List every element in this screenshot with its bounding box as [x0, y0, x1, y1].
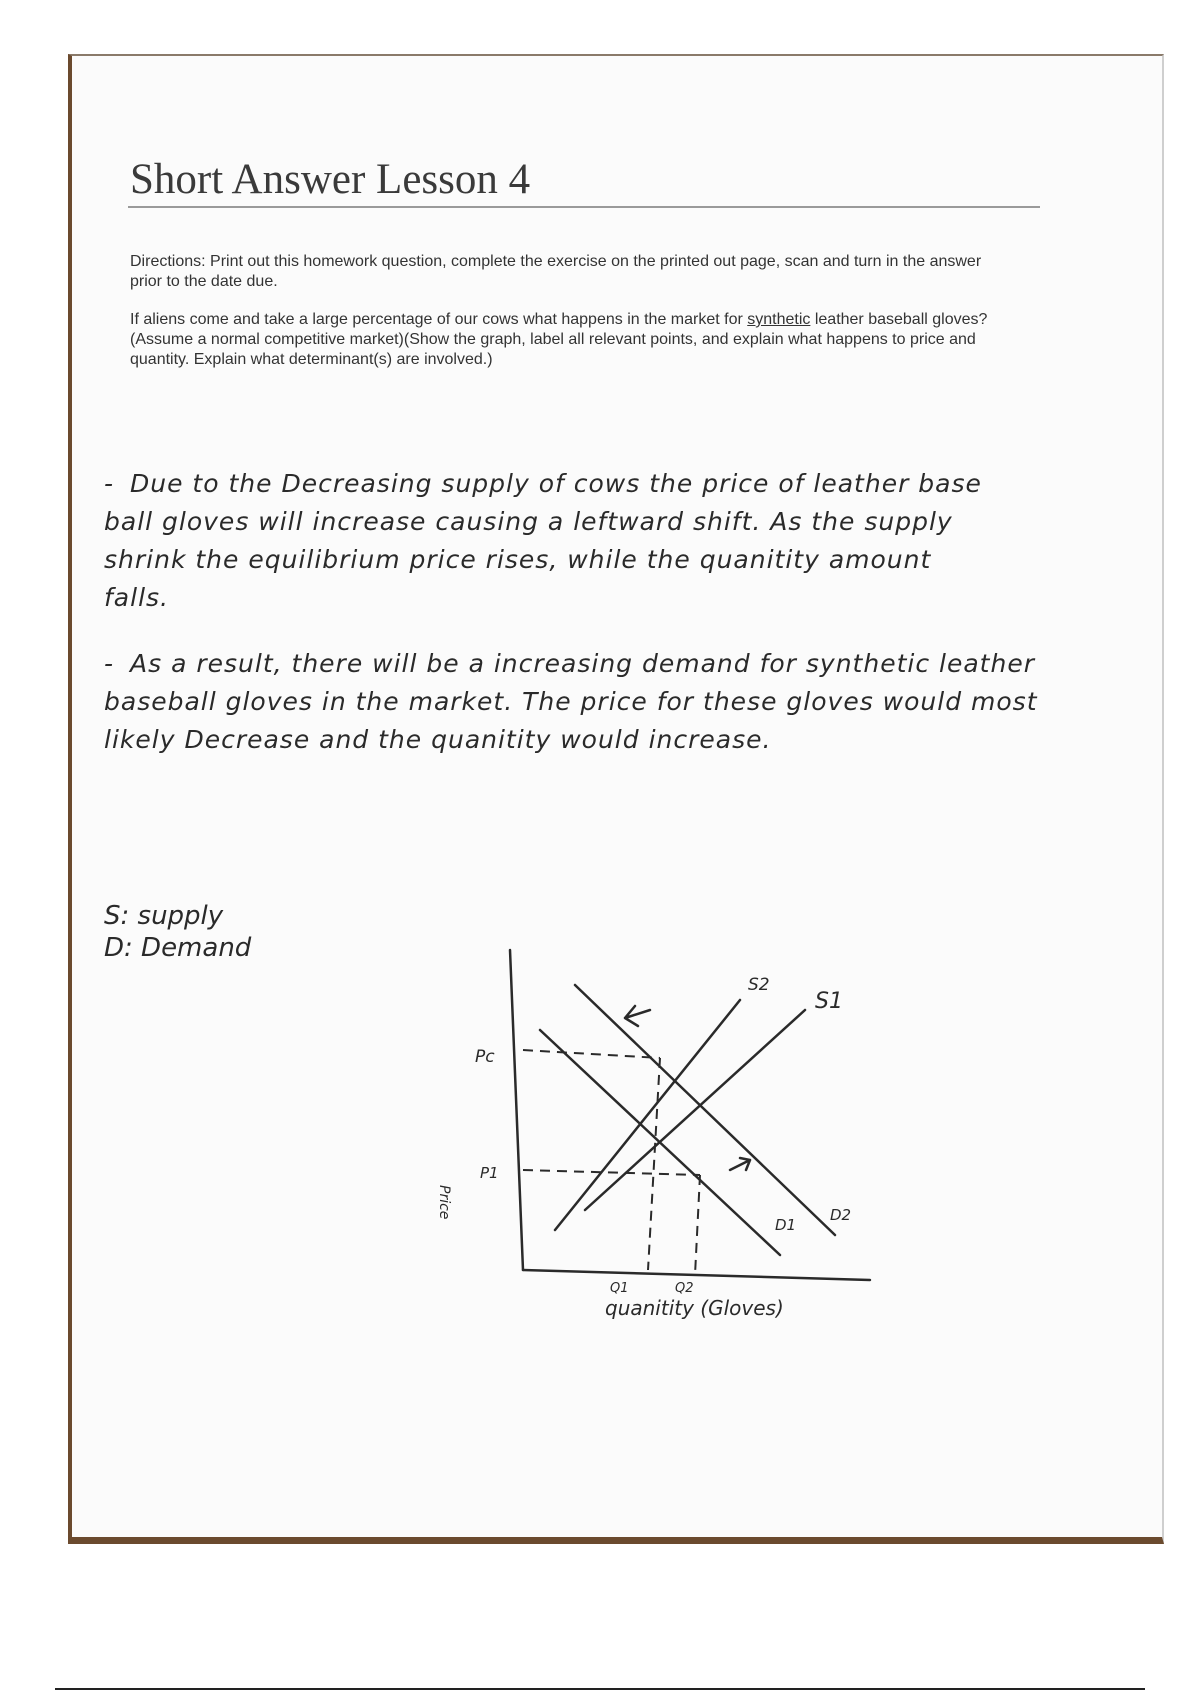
question-underlined-word: synthetic — [747, 311, 811, 328]
shift-arrow-left — [625, 1006, 650, 1026]
label-quantity-axis: quanitity (Gloves) — [605, 1296, 784, 1320]
dashed-q2 — [695, 1175, 700, 1275]
question-part2: leather baseball gloves? (Assume a normal competitive market)(Show the graph, label all relevant points, and explain what happens to price and quantity. Explain what determinant(s) are involved.) — [130, 311, 988, 368]
supply-curve-s2 — [555, 1000, 740, 1230]
answer-2-text: As a result, there will be a increasing demand for synthetic leather baseball gloves in the market. The price for these gloves would most likely Decrease and the quanitity would increase. — [104, 649, 1038, 754]
shift-arrow-right — [730, 1158, 750, 1170]
question-text — [130, 310, 1010, 370]
handwritten-answer-1: - Due to the Decreasing supply of cows the price of leather base ball gloves will increase causing a leftward shift. As the supply shrink the equilibrium price rises, while the quanitity amount falls. — [104, 469, 982, 612]
legend-demand: D: Demand — [104, 933, 252, 963]
label-d1: D1 — [775, 1216, 797, 1234]
label-s2: S2 — [748, 975, 770, 995]
label-q2: Q2 — [675, 1281, 694, 1296]
bottom-divider — [55, 1688, 1145, 1690]
supply-demand-graph — [430, 930, 910, 1350]
label-pc: Pc — [475, 1047, 495, 1067]
label-p1: P1 — [480, 1164, 499, 1182]
y-axis — [510, 950, 523, 1270]
answer-1-text: Due to the Decreasing supply of cows the price of leather base ball gloves will increase causing a leftward shift. As the supply shrink the equilibrium price rises, while the quanitity amount falls. — [104, 469, 982, 612]
x-axis — [523, 1270, 870, 1280]
label-d2: D2 — [830, 1206, 852, 1224]
legend — [104, 900, 251, 964]
directions-text: Directions: Print out this homework question, complete the exercise on the printed out page, scan and turn in the answer prior to the date due. — [130, 253, 982, 290]
demand-curve-d2 — [575, 985, 835, 1235]
handwritten-answer-2: - As a result, there will be a increasing demand for synthetic leather baseball gloves in the market. The price for these gloves would most likely Decrease and the quanitity would increase. — [104, 649, 1038, 754]
legend-supply: S: supply — [104, 901, 224, 931]
dashed-p1 — [523, 1170, 700, 1175]
label-q1: Q1 — [610, 1281, 629, 1296]
title-divider — [128, 206, 1040, 208]
dashed-q1 — [648, 1058, 660, 1270]
label-price-axis: Price — [436, 1185, 452, 1220]
dashed-pc — [523, 1050, 660, 1058]
supply-curve-s1 — [585, 1010, 805, 1210]
question-part1: If aliens come and take a large percentage of our cows what happens in the market for — [130, 311, 748, 328]
label-s1: S1 — [815, 989, 843, 1014]
page-title: Short Answer Lesson 4 — [130, 156, 531, 203]
